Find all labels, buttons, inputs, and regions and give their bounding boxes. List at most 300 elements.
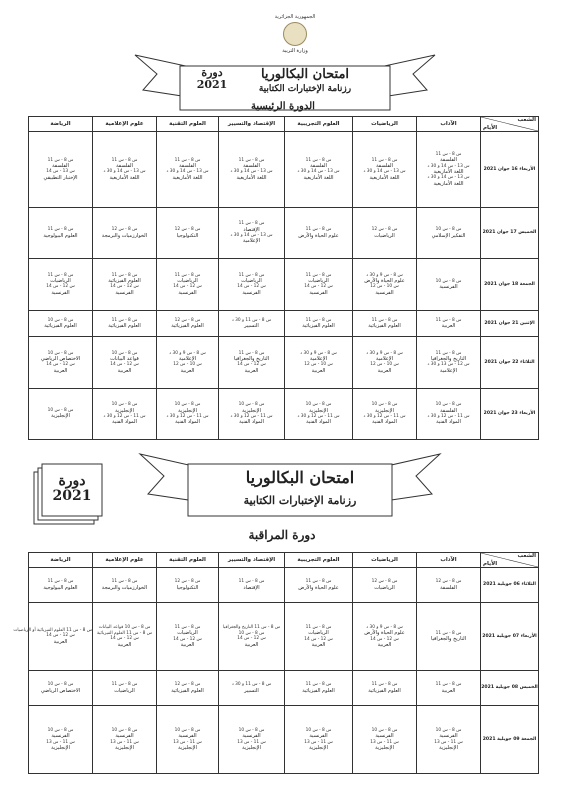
main-exam-time: س 12 - س 14 — [46, 362, 75, 368]
main-exam-cell — [219, 310, 285, 337]
makeup-exam-subject: الفرنسية — [115, 733, 134, 740]
makeup-table-row — [29, 603, 539, 671]
makeup-exam-subject: التسيير — [244, 687, 259, 694]
main-exam-cell — [29, 132, 93, 208]
makeup-exam-cell — [219, 603, 285, 671]
makeup-exam-cell — [353, 706, 417, 774]
makeup-table-row — [29, 706, 539, 774]
main-exam-cell — [29, 388, 93, 439]
main-exam-time: س 8 - س 10 — [435, 227, 462, 233]
main-exam-time: س 8 - س 10 — [305, 402, 332, 408]
main-day-cell: الجمعة 18 جوان 2021 — [481, 259, 539, 310]
makeup-exam-time: س 8 - س 11 — [305, 625, 332, 630]
main-exam-cell — [157, 388, 219, 439]
main-exam-cell — [29, 207, 93, 258]
makeup-exam-subject: العربية — [117, 641, 132, 648]
main-exam-time: س 10 - س 12 — [173, 362, 202, 368]
makeup-exam-cell — [157, 568, 219, 603]
main-exam-subject: الإختبار التطبيقي — [43, 174, 78, 181]
main-year: 2021 — [196, 77, 228, 91]
main-exam-time: س 12 - س 14 — [304, 284, 333, 290]
makeup-subtitle: رزنامة الإختبارات الكتابية — [243, 494, 357, 507]
makeup-exam-subject: الفرنسية — [51, 733, 70, 740]
makeup-exam-time: س 8 - س 11 — [305, 682, 332, 688]
main-exam-subject: الفرنسية — [242, 289, 261, 296]
main-exam-time: س 8 - س 11 و 30 د — [231, 317, 272, 323]
makeup-schedule-table — [13, 552, 539, 774]
makeup-exam-time: س 8 - س 9 و 30 د — [366, 625, 403, 630]
main-exam-subject: العلوم الفيزيائية — [302, 323, 335, 329]
makeup-exam-subject: الفرنسية — [439, 733, 458, 740]
makeup-exam-cell — [157, 706, 219, 774]
main-exam-subject: الفرنسية — [375, 289, 394, 296]
main-column-header: الآداب — [417, 117, 481, 132]
main-header-row — [29, 117, 539, 132]
main-exam-subject: الفلسفة — [376, 163, 393, 170]
main-exam-time: س 8 - س 11 — [47, 157, 74, 163]
main-exam-time: س 8 - س 11 — [174, 157, 201, 163]
main-exam-subject: اللغة الأمازيغية — [433, 180, 464, 187]
main-exam-time: س 11 - س 12 و 30 د — [297, 413, 340, 419]
makeup-exam-subject: العربية — [53, 638, 68, 645]
makeup-column-header: الإقتصاد والتسيير — [219, 553, 285, 568]
main-exam-cell — [417, 337, 481, 388]
makeup-exam-time: س 11 - س 13 — [370, 739, 399, 745]
makeup-exam-time: س 8 - س 10 — [371, 728, 398, 733]
main-exam-subject: التفكير الإسلامي — [431, 232, 466, 239]
main-exam-subject: التسيير — [244, 323, 259, 329]
main-exam-time: س 13 - س 14 و 30 د — [363, 169, 406, 175]
main-exam-cell — [353, 388, 417, 439]
makeup-exam-time: س 8 - س 10 — [174, 728, 201, 733]
main-exam-subject: الرياضيات — [308, 278, 329, 285]
makeup-exam-cell — [219, 670, 285, 705]
main-exam-time: س 8 - س 11 — [111, 157, 138, 163]
main-exam-cell — [93, 337, 157, 388]
makeup-exam-cell — [93, 670, 157, 705]
makeup-exam-subject: الفلسفة — [440, 584, 457, 591]
makeup-exam-time: س 8 - س 11 — [435, 682, 462, 688]
main-exam-cell — [353, 310, 417, 337]
main-exam-time: س 8 - س 11 — [47, 272, 74, 278]
makeup-exam-time: س 8 - س 11 — [305, 579, 332, 585]
main-exam-time: س 8 - س 11 — [111, 317, 138, 323]
makeup-title: امتحان البكالوريا — [245, 468, 355, 487]
makeup-exam-time: س 8 - س 12 — [435, 579, 462, 585]
makeup-exam-time: س 11 - س 13 — [173, 739, 202, 745]
makeup-header-row — [29, 553, 539, 568]
makeup-exam-time: س 8 - س 12 — [371, 579, 398, 585]
main-exam-time: س 8 - س 10 — [111, 402, 138, 408]
main-exam-cell — [417, 132, 481, 208]
makeup-exam-time: س 11 - س 13 — [237, 739, 266, 745]
main-exam-time: س 12 - س 13 و 30 د — [427, 362, 470, 368]
main-exam-subject: قواعد البيانات — [110, 356, 139, 363]
makeup-exam-cell — [285, 603, 353, 671]
main-exam-cell — [353, 207, 417, 258]
makeup-exam-time: س 8 - س 10 — [435, 728, 462, 733]
main-exam-subject: المواد الفنية — [372, 419, 397, 426]
main-column-header: العلوم التقنية — [157, 117, 219, 132]
main-exam-time: س 8 - س 10 — [435, 402, 462, 408]
main-exam-subject: اللغة الأمازيغية — [303, 174, 334, 181]
makeup-day-cell: الجمعة 09 جويلية 2021 — [481, 706, 539, 774]
main-exam-cell — [285, 337, 353, 388]
main-exam-time: س 11 - س 12 و 30 د — [363, 413, 406, 419]
makeup-exam-subject: الفرنسية — [375, 733, 394, 740]
makeup-exam-cell — [157, 603, 219, 671]
makeup-exam-subject: الإنجليزية — [242, 744, 261, 751]
main-exam-time: س 8 - س 10 — [435, 278, 462, 284]
main-exam-subject: الإعلامية — [439, 367, 458, 374]
makeup-exam-subject: علوم الحياة والأرض — [364, 630, 405, 637]
makeup-exam-subject: الإقتصاد — [243, 584, 260, 591]
main-exam-time: س 8 - س 12 — [174, 317, 201, 323]
main-exam-subject: الفرنسية — [178, 289, 197, 296]
main-table-row — [29, 310, 539, 337]
main-exam-subject: الإعلامية — [375, 356, 394, 363]
makeup-exam-time: س 8 - س 12 — [174, 579, 201, 585]
main-exam-subject: الإنجليزية — [242, 407, 261, 414]
main-title: امتحان البكالوريا — [260, 67, 350, 82]
main-exam-subject: الرياضيات — [241, 278, 262, 285]
main-exam-cell — [29, 337, 93, 388]
main-exam-time: س 11 - س 12 و 30 د — [166, 413, 209, 419]
makeup-exam-subject: العلوم البيولوجية — [43, 584, 78, 591]
main-exam-subject: الإقتصاد — [243, 226, 260, 233]
makeup-exam-subject: العربية — [180, 641, 195, 648]
main-exam-cell — [219, 207, 285, 258]
main-exam-cell — [93, 259, 157, 310]
makeup-exam-time: س 8 - س 10 — [238, 630, 265, 636]
main-exam-time: س 8 - س 10 — [47, 317, 74, 323]
makeup-table-row — [29, 568, 539, 603]
main-column-header: الرياضة — [29, 117, 93, 132]
main-exam-time: س 12 - س 14 — [46, 284, 75, 290]
main-exam-time: س 8 - س 12 — [371, 227, 398, 233]
makeup-exam-cell — [219, 568, 285, 603]
main-exam-subject: علوم الحياة والأرض — [364, 278, 405, 285]
main-column-header: الرياضيات — [353, 117, 417, 132]
main-exam-cell — [417, 259, 481, 310]
ministry-heading: الجمهورية الجزائرية — [274, 14, 316, 20]
makeup-exam-cell — [29, 706, 93, 774]
makeup-year-word: دورة — [58, 473, 86, 489]
makeup-day-cell: الخميس 08 جويلية 2021 — [481, 670, 539, 705]
makeup-exam-cell — [219, 706, 285, 774]
main-exam-subject: الفلسفة — [310, 163, 327, 170]
main-session-label: الدورة الرئيسية — [251, 101, 315, 112]
makeup-exam-time: س 11 - س 13 — [110, 739, 139, 745]
main-corner-top: الشعب — [517, 117, 536, 123]
makeup-day-cell: الأربعاء 07 جويلية 2021 — [481, 603, 539, 671]
main-exam-time: س 8 - س 11 — [305, 157, 332, 163]
main-exam-subject: الاختصاص الرياضي — [40, 356, 81, 363]
makeup-exam-cell — [93, 603, 157, 671]
makeup-exam-time: س 8 - س 10 — [111, 728, 138, 733]
main-exam-subject: الرياضيات — [374, 232, 395, 239]
makeup-exam-time: س 11 - س 13 — [434, 739, 463, 745]
main-exam-time: س 8 - س 11 — [238, 221, 265, 227]
main-table-row — [29, 207, 539, 258]
makeup-exam-subject: الرياضيات — [308, 630, 329, 637]
makeup-session-label: دورة المراقبة — [248, 528, 316, 542]
main-schedule-table — [28, 116, 539, 440]
main-exam-subject: العربية — [244, 367, 259, 374]
main-corner-cell — [481, 117, 539, 132]
makeup-exam-subject: العربية — [377, 641, 392, 648]
main-exam-subject: الإعلامية — [242, 238, 261, 245]
makeup-exam-time: س 8 - س 11 — [435, 630, 462, 636]
main-exam-subject: التاريخ والجغرافيا — [233, 356, 270, 363]
main-exam-time: س 8 - س 11 — [111, 272, 138, 278]
main-exam-cell — [219, 259, 285, 310]
main-exam-subject: العربية — [377, 367, 392, 374]
main-year-box — [188, 67, 236, 90]
main-exam-time: س 11 - س 12 و 30 د — [230, 413, 273, 419]
main-exam-cell — [285, 259, 353, 310]
makeup-column-header: علوم الإعلامية — [93, 553, 157, 568]
makeup-exam-subject: الإنجليزية — [51, 744, 70, 751]
makeup-exam-time: س 12 - س 14 — [304, 636, 333, 642]
makeup-exam-subject: التكنولوجيا — [176, 584, 199, 591]
main-exam-time: س 8 - س 10 — [238, 402, 265, 408]
main-exam-subject: المواد الفنية — [175, 419, 200, 426]
main-exam-subject: العلوم الفيزيائية — [108, 323, 141, 329]
main-exam-subject: الفرنسية — [309, 289, 328, 296]
main-exam-time: س 13 - س 14 و 30 د — [103, 169, 146, 175]
main-exam-subject: المواد الفنية — [306, 419, 331, 426]
main-table-row — [29, 337, 539, 388]
main-exam-subject: اللغة الأمازيغية — [236, 174, 267, 181]
makeup-exam-subject: التاريخ والجغرافيا — [430, 636, 467, 643]
main-exam-time: س 13 - س 14 و 30 د — [427, 175, 470, 181]
main-table-row — [29, 388, 539, 439]
main-exam-subject: اللغة الأمازيغية — [433, 169, 464, 176]
main-exam-time: س 8 - س 11 — [174, 272, 201, 278]
main-exam-time: س 8 - س 9 و 30 د — [366, 350, 403, 356]
main-exam-cell — [417, 388, 481, 439]
main-exam-cell — [157, 259, 219, 310]
main-exam-subject: الخوارزميات والبرمجة — [101, 232, 148, 239]
main-exam-subject: الفلسفة — [52, 163, 69, 170]
main-exam-cell — [353, 337, 417, 388]
makeup-exam-cell — [353, 568, 417, 603]
makeup-exam-subject: العربية — [441, 687, 456, 694]
main-exam-cell — [157, 337, 219, 388]
main-exam-time: س 8 - س 10 — [47, 350, 74, 356]
main-exam-time: س 10 - س 12 — [370, 362, 399, 368]
makeup-exam-cell — [29, 670, 93, 705]
makeup-exam-time: س 8 - س 11 و 30 د — [231, 682, 272, 688]
main-exam-subject: الإنجليزية — [178, 407, 197, 414]
main-day-cell: الأربعاء 23 جوان 2021 — [481, 388, 539, 439]
main-exam-subject: الإعلامية — [309, 356, 328, 363]
makeup-exam-time: س 8 - س 11 — [238, 579, 265, 585]
main-exam-time: س 8 - س 10 — [371, 402, 398, 408]
main-exam-time: س 8 - س 10 — [111, 350, 138, 356]
main-exam-time: س 8 - س 11 — [305, 317, 332, 323]
makeup-exam-cell — [93, 568, 157, 603]
makeup-exam-subject: الرياضيات — [374, 584, 395, 591]
main-exam-cell — [353, 259, 417, 310]
main-exam-time: س 8 - س 11 — [238, 272, 265, 278]
main-exam-cell — [285, 310, 353, 337]
makeup-year: 2021 — [52, 487, 92, 504]
main-exam-cell — [157, 207, 219, 258]
makeup-column-header: العلوم التقنية — [157, 553, 219, 568]
main-exam-cell — [285, 132, 353, 208]
main-exam-time: س 12 - س 14 — [173, 284, 202, 290]
main-exam-subject: العربية — [117, 367, 132, 374]
makeup-exam-cell — [353, 670, 417, 705]
makeup-column-header: الرياضيات — [353, 553, 417, 568]
main-exam-cell — [219, 132, 285, 208]
main-exam-cell — [93, 207, 157, 258]
main-exam-cell — [285, 388, 353, 439]
main-exam-time: س 13 - س 14 — [46, 169, 75, 175]
main-corner-bottom: الأيام — [483, 125, 498, 131]
main-exam-time: س 8 - س 10 — [174, 402, 201, 408]
makeup-corner-top: الشعب — [517, 553, 536, 559]
main-exam-subject: الفرنسية — [439, 283, 458, 290]
makeup-column-header: العلوم التجريبية — [285, 553, 353, 568]
main-exam-subject: الفلسفة — [440, 407, 457, 414]
makeup-exam-cell — [13, 603, 93, 671]
main-exam-subject: علوم الحياة والأرض — [298, 232, 339, 239]
makeup-column-header: الرياضة — [29, 553, 93, 568]
main-day-cell: الإثنين 21 جوان 2021 — [481, 310, 539, 337]
main-exam-subject: الفلسفة — [243, 163, 260, 170]
main-exam-time: س 13 - س 14 و 30 د — [427, 163, 470, 169]
makeup-exam-cell — [285, 568, 353, 603]
makeup-exam-time: س 8 - س 11 — [174, 625, 201, 630]
main-exam-time: س 8 - س 11 — [371, 157, 398, 163]
makeup-column-header: الآداب — [417, 553, 481, 568]
main-exam-subject: التكنولوجيا — [176, 232, 199, 239]
main-exam-cell — [157, 310, 219, 337]
main-exam-time: س 8 - س 11 — [305, 227, 332, 233]
makeup-exam-time: س 8 - س 10 — [238, 728, 265, 733]
makeup-day-cell: الثلاثاء 06 جويلية 2021 — [481, 568, 539, 603]
makeup-exam-time: س 8 - س 11 العلوم الفيزيائية أو الرياضيات — [13, 628, 92, 634]
makeup-exam-subject: العلوم الفيزيائية — [368, 687, 401, 694]
main-exam-time: س 8 - س 9 و 30 د — [169, 350, 206, 356]
main-exam-subject: الرياضيات — [177, 278, 198, 285]
main-exam-subject: العربية — [311, 367, 326, 374]
main-exam-subject: التاريخ والجغرافيا — [430, 356, 467, 363]
makeup-exam-subject: الفرنسية — [178, 733, 197, 740]
main-exam-subject: الإعلامية — [178, 356, 197, 363]
main-column-header: الإقتصاد والتسيير — [219, 117, 285, 132]
makeup-exam-time: س 11 - س 13 — [304, 739, 333, 745]
main-exam-time: س 8 - س 12 — [111, 227, 138, 233]
main-exam-subject: المواد الفنية — [112, 419, 137, 426]
main-exam-subject: الفلسفة — [179, 163, 196, 170]
ministry-name: وزارة التربية — [282, 48, 308, 54]
main-table-row — [29, 259, 539, 310]
ministry-emblem — [283, 22, 307, 46]
main-exam-time: س 13 - س 14 و 30 د — [297, 169, 340, 175]
main-column-header: علوم الإعلامية — [93, 117, 157, 132]
makeup-exam-subject: الرياضيات — [177, 630, 198, 637]
makeup-exam-subject: العلوم الفيزيائية — [171, 687, 204, 694]
main-exam-subject: الإنجليزية — [51, 413, 70, 420]
main-day-cell: الخميس 17 جوان 2021 — [481, 207, 539, 258]
makeup-exam-time: س 12 - س 14 — [173, 636, 202, 642]
main-exam-cell — [417, 310, 481, 337]
main-exam-time: س 11 - س 12 و 30 د — [103, 413, 146, 419]
makeup-corner-cell — [481, 553, 539, 568]
makeup-exam-subject: العربية — [244, 641, 259, 648]
main-exam-subject: الرياضيات — [50, 278, 71, 285]
main-exam-time: س 13 - س 14 و 30 د — [230, 233, 273, 239]
makeup-exam-cell — [157, 670, 219, 705]
main-exam-time: س 12 - س 14 — [110, 362, 139, 368]
main-exam-time: س 8 - س 11 — [435, 152, 462, 158]
makeup-exam-cell — [417, 670, 481, 705]
main-exam-time: س 8 - س 11 — [371, 317, 398, 323]
main-exam-time: س 12 - س 14 — [237, 284, 266, 290]
makeup-exam-subject: علوم الحياة والأرض — [298, 584, 339, 591]
makeup-exam-time: س 8 - س 11 — [111, 579, 138, 585]
main-exam-time: س 8 - س 10 — [47, 408, 74, 414]
main-exam-subject: الفلسفة — [440, 157, 457, 164]
main-exam-subject: المواد الفنية — [239, 419, 264, 426]
makeup-exam-cell — [93, 706, 157, 774]
main-exam-subject: الإنجليزية — [115, 407, 134, 414]
main-exam-subject: اللغة الأمازيغية — [109, 174, 140, 181]
makeup-exam-cell — [285, 670, 353, 705]
main-exam-cell — [93, 388, 157, 439]
makeup-exam-cell — [417, 706, 481, 774]
main-exam-time: س 8 - س 11 — [435, 317, 462, 323]
makeup-banner-graphic — [140, 448, 440, 526]
main-exam-cell — [353, 132, 417, 208]
main-exam-time: س 8 - س 11 — [305, 272, 332, 278]
makeup-exam-subject: الإنجليزية — [309, 744, 328, 751]
main-column-header: العلوم التجريبية — [285, 117, 353, 132]
main-exam-time: س 13 - س 14 و 30 د — [230, 169, 273, 175]
makeup-exam-time: س 11 - س 13 — [46, 739, 75, 745]
makeup-exam-time: س 12 - س 14 — [370, 636, 399, 642]
makeup-exam-subject: الإنجليزية — [178, 744, 197, 751]
makeup-exam-time: س 8 - س 10 — [47, 728, 74, 733]
main-exam-subject: اللغة الأمازيغية — [369, 174, 400, 181]
main-exam-subject: العلوم البيولوجية — [43, 232, 78, 239]
makeup-exam-time: س 8 - س 11 — [47, 579, 74, 585]
makeup-exam-time: س 12 - س 14 — [237, 636, 266, 642]
main-exam-cell — [285, 207, 353, 258]
main-exam-cell — [29, 310, 93, 337]
main-exam-subject: العلوم الفيزيائية — [44, 323, 77, 329]
main-exam-time: س 8 - س 9 و 30 د — [366, 272, 403, 278]
makeup-corner-bottom: الأيام — [483, 561, 498, 567]
makeup-exam-time: س 8 - س 10 قواعد البيانات — [98, 625, 151, 631]
makeup-exam-time: س 12 - س 14 — [46, 633, 75, 639]
main-table-row — [29, 132, 539, 208]
makeup-exam-time: س 8 - س 10 — [47, 682, 74, 688]
makeup-exam-time: س 8 - س 11 — [371, 682, 398, 688]
main-exam-cell — [157, 132, 219, 208]
main-exam-time: س 12 - س 14 — [237, 362, 266, 368]
makeup-exam-subject: الإنجليزية — [439, 744, 458, 751]
main-year-word: دورة — [201, 66, 223, 79]
main-exam-cell — [29, 259, 93, 310]
main-exam-subject: اللغة الأمازيغية — [172, 174, 203, 181]
main-exam-time: س 12 - س 14 — [110, 284, 139, 290]
main-exam-time: س 8 - س 11 — [238, 350, 265, 356]
